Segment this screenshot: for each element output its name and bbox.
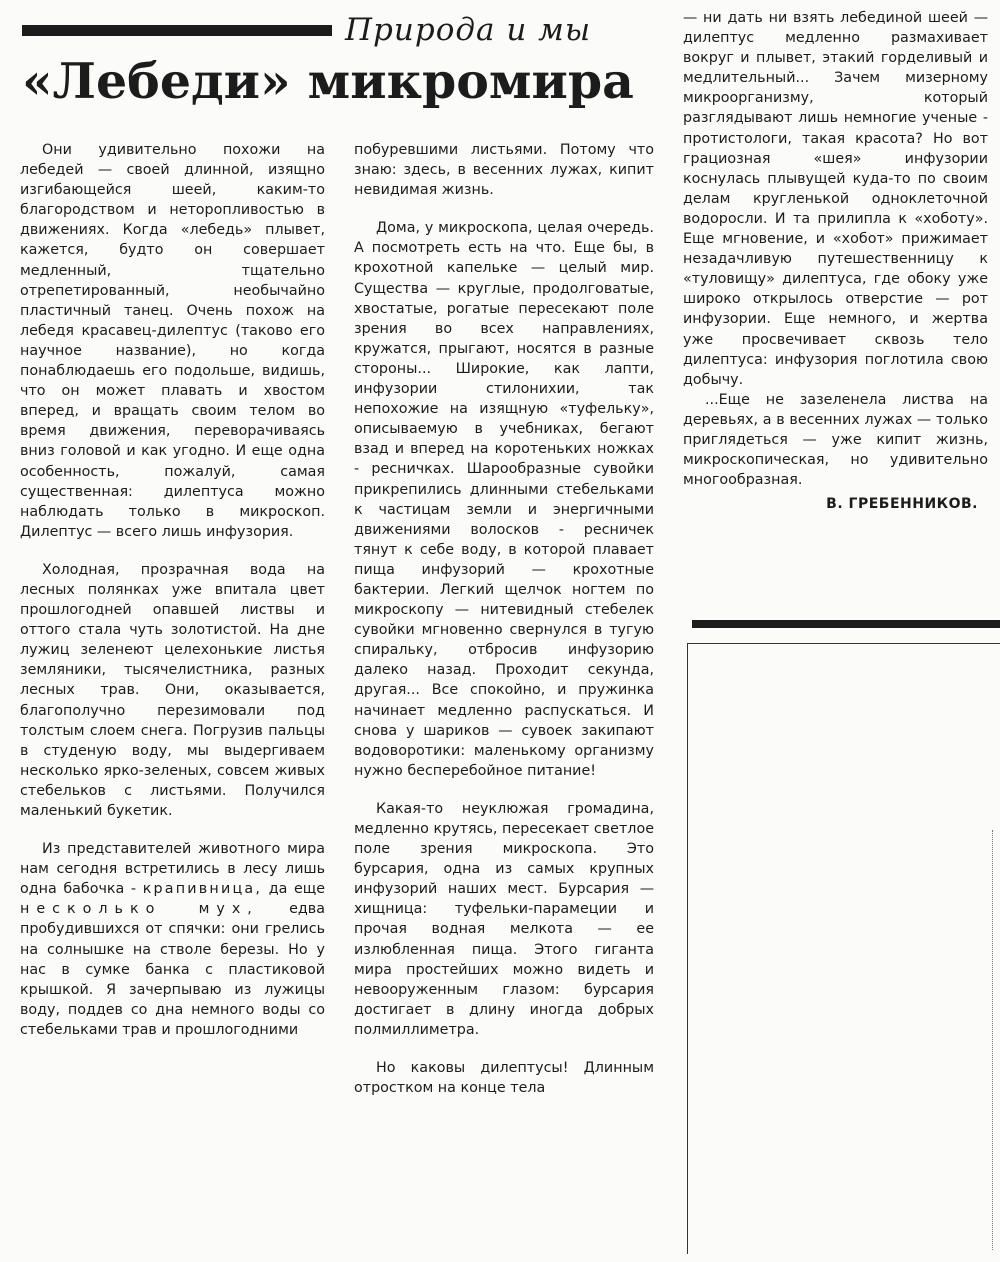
spaced-term: несколько мух, bbox=[20, 901, 259, 918]
rubric-title: Природа и мы bbox=[345, 12, 592, 48]
article-column-2 bbox=[354, 140, 654, 1260]
paragraph: Холодная, прозрачная вода на лесных полянках уже впитала цвет прошлогодней опавшей листвы и оттого стала чуть золотистой. На дне лужиц зеленеют целехонькие листья земляники, тысячелистника, разных лесных трав. Они, оказывается, благополучно перезимовали под толстым слоем снега. Погрузив пальцы в студеную воду, мы выдергиваем несколько ярко-зеленых, совсем живых стебельков с листьями. Получился маленький букетик. bbox=[20, 561, 325, 819]
paragraph: Какая-то неуклюжая громадина, медленно крутясь, пересекает светлое поле зрения микроскопа. Это бурсария, одна из самых крупных инфузорий наших мест. Бурсария — хищница: туфельки-парамеции и прочая водная мелкота — ее излюбленная пища. Этого гиганта мира простейших можно видеть и невооруженным глазом: бурсария достигает в длину иногда добрых полмиллиметра. bbox=[354, 800, 654, 1038]
paragraph bbox=[20, 839, 325, 1040]
paragraph-text: едва пробудившихся от спячки: они грелись на солнышке на стволе березы. Но у нас в сумке банка с пластиковой крышкой. Я зачерпываю из лужицы воду, поддев со дна немного воды со стебельками трав и прошлогодними bbox=[20, 901, 325, 1038]
paragraph: Они удивительно похожи на лебедей — своей длинной, изящно изгибающейся шеей, каким-то благородством и неторопливостью в движениях. Когда «лебедь» плывет, кажется, будто он совершает медленный, тщательно отрепетированный, необычайно пластичный танец. Очень похож на лебедя красавец-дилептус (таково его научное название), но когда понаблюдаешь его подольше, видишь, что он может плавать и хвостом вперед, и вращать своим телом во время движения, переворачиваясь вниз головой и как угодно. И еще одна особенность, пожалуй, самая существенная: дилептуса можно наблюдать только в микроскоп. Дилептус — всего лишь инфузория. bbox=[20, 142, 325, 540]
margin-marks bbox=[992, 830, 999, 1250]
paragraph: Дома, у микроскопа, целая очередь. А посмотреть есть на что. Еще бы, в крохотной капельке — целый мир. Существа — круглые, продолговатые, хвостатые, рогатые пересекают поле зрения во всех направлениях, кружатся, прыгают, носятся в разные стороны... Широкие, как лапти, инфузории стилонихии, так непохожие на изящную «туфельку», описываемую в учебниках, бегают взад и вперед на коротеньких ножках - ресничках. Шарообразные сувойки прикрепились длинными стебельками к частицам земли и энергичными движениями волосков - ресничек тянут к себе воду, в которой плавает пища инфузорий — крохотные бактерии. Легкий щелчок ногтем по микроскопу — нитевидный стебелек сувойки мгновенно свернулся в тугую спиральку, отбросив инфузорию далеко назад. Проходит секунда, другая... Все спокойно, и пружинка начинает медленно распускаться. И снова у шариков — сувоек закипают водоворотики: маленькому организму нужно бесперебойное питание! bbox=[354, 220, 654, 779]
paragraph: ...Еще не зазеленела листва на деревьях, а в весенних лужах — только приглядеться — уже кипит жизнь, микроскопическая, но удивительно многообразная. bbox=[683, 391, 988, 489]
article-column-3 bbox=[683, 8, 988, 608]
paragraph: побуревшими листьями. Потому что знаю: здесь, в весенних лужах, кипит невидимая жизнь. bbox=[354, 142, 654, 199]
article-headline: «Лебеди» микромира bbox=[22, 52, 634, 110]
empty-frame bbox=[687, 643, 1000, 1254]
article-column-1 bbox=[20, 140, 325, 1260]
spaced-term: крапивница, bbox=[142, 881, 263, 898]
paragraph-text: Из представителей животного мира нам сегодня встретились в лесу лишь одна бабочка - bbox=[20, 841, 325, 898]
paragraph-text: да еще bbox=[268, 881, 325, 898]
paragraph: Но каковы дилептусы! Длинным отростком на конце тела bbox=[354, 1060, 654, 1097]
paragraph: — ни дать ни взять лебединой шеей — дилептус медленно размахивает вокруг и плывет, этакий горделивый и медлительный... Зачем мизерному микроорганизму, который разглядывают лишь немногие ученые - протистологи, такая красота? Но вот грациозная «шея» инфузории коснулась плывущей куда-то по своим делам кругленькой одноклеточной водоросли. И та прилипла к «хоботу». Еще мгновение, и «хобот» прижимает незадачливую путешественницу к «туловищу» дилептуса, где обоку уже широко открылось отверстие — рот инфузории. Еще немного, и жертва уже просвечивает сквозь тело дилептуса: инфузория поглотила свою добычу. bbox=[683, 10, 988, 388]
author-signature: В. ГРЕБЕННИКОВ. bbox=[826, 496, 978, 513]
header-rule bbox=[22, 25, 332, 36]
footer-rule bbox=[692, 620, 1000, 628]
